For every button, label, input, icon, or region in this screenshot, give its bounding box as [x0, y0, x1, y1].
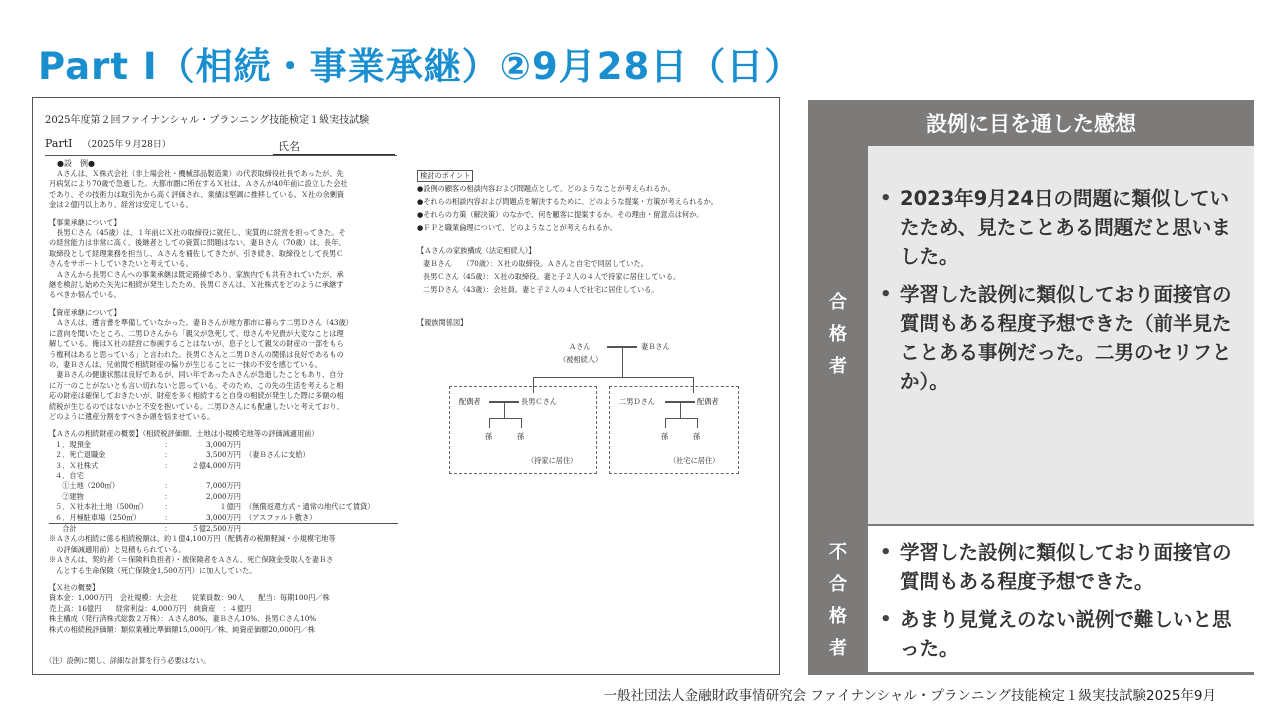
descent-line-d2 [680, 402, 681, 418]
property-note [245, 492, 398, 502]
tree-b: 妻Ｂさん [641, 342, 670, 351]
tree-home-c: （持家に居住） [527, 456, 578, 465]
business-line: の経営能力は非常に高く、後継者としての資質に問題はない。妻Ｂさん（70歳）は、長年、 [49, 238, 346, 248]
intro-paragraph [49, 169, 398, 211]
asset-line: う権利はあると思っている」と言われた。長男Ｃさんと二男Ｄさんの関係は良好であるもの [49, 349, 344, 359]
business-heading: 【事業承継について】 [49, 217, 121, 227]
business-paragraph [49, 228, 398, 301]
business-line: 継を検討し始めた矢先に相続が発生したため、長男Ｃさんは、Ｘ社株式をどのように承継す [49, 280, 344, 290]
family-line: 長男Ｃさん（45歳）：Ｘ社の取締役。妻と子２人の４人で持家に居住している。 [423, 272, 681, 281]
property-note: （妻Ｂさんに支給） [245, 450, 310, 460]
pass-label-text: 合格者 [829, 292, 847, 377]
pass-list [868, 146, 1254, 396]
intro-line: 金は２億円以上あり、経営は安定している。 [49, 200, 193, 210]
property-item: ①土地（200㎡） [55, 481, 120, 491]
property-table [49, 440, 398, 535]
property-sep: ： [164, 460, 172, 470]
property-amount: 3,000万円 [206, 439, 241, 449]
property-sep: ： [164, 512, 172, 522]
slide-title: Part Ⅰ（相続・事業承継）②9月28日（日） [38, 45, 803, 88]
property-item: ②建物 [55, 491, 84, 501]
fail-comments [868, 526, 1254, 675]
property-note-line: ※Ａさんの相続に係る相続税額は、約１億4,100万円（配偶者の税額軽減・小規模宅地等 [49, 534, 336, 544]
property-row [49, 481, 398, 491]
property-row [49, 513, 398, 524]
business-line: Ａさんから長男Ｃさんへの事業承継は既定路線であり、家族内でも共有されていたが、承 [49, 269, 344, 279]
company-heading: 【Ｘ社の概要】 [49, 583, 100, 593]
comment-item: • 学習した設例に類似しており面接官の質問もある程度予想できた（前半見たことある事例だった。二男のセリフとか）。 [878, 280, 1242, 396]
sibling-line [533, 377, 693, 378]
property-amount: 3,500万円 [206, 450, 241, 460]
comment-item: • 2023年9月24日の問題に類似していたため、見たことある問題だと思いました。 [878, 184, 1242, 271]
property-row [49, 502, 398, 512]
point-line: ●それらの相談内容および問題点を解決するために、どのような提案・方策が考えられるか。 [417, 197, 718, 206]
business-line: るべきか悩んでいる。 [49, 290, 121, 300]
property-item: ２．死亡退職金 [55, 450, 106, 460]
intro-line: であり、その技術力は取引先から高く評価され、業績は堅調に推移している。Ｘ社の余剰資 [49, 189, 345, 199]
property-note: （無償返還方式・通常の地代にて賃貸） [245, 502, 375, 512]
comment-item: • 学習した設例に類似しており面接官の質問もある程度予想できた。 [878, 538, 1242, 596]
property-sep: ： [164, 450, 172, 460]
source-citation: 一般社団法人金融財政事情研究会 ファイナンシャル・プランニング技能検定１級実技試験2025年9月 [603, 688, 1216, 704]
company-line: 株式の相続税評価額：類似業種比準価額15,000円／株、純資産価額20,000円／株 [49, 624, 315, 634]
name-field: 氏名 [273, 138, 395, 155]
property-amount: ２億4,000万円 [191, 460, 241, 470]
property-notes [49, 534, 398, 576]
comment-item: • あまり見覚えのない説例で難しいと思った。 [878, 605, 1242, 663]
property-note-line: の評価減適用前）と見積もられている。 [49, 544, 186, 554]
asset-line: の、妻Ｂさんは、兄弟間で相続財産の偏りが生じることに一抹の不安を感じている。 [49, 359, 322, 369]
fail-list [868, 526, 1254, 663]
property-amount: 7,000万円 [206, 481, 241, 491]
property-item: ６．月極駐車場（250㎡） [55, 512, 141, 522]
property-sep: ： [164, 481, 172, 491]
family-line: 二男Ｄさん（43歳）：会社員。妻と子２人の４人で社宅に居住している。 [423, 285, 659, 294]
property-row [49, 461, 398, 471]
points-column [417, 169, 772, 329]
family-line: 妻Ｂさん （70歳）：Ｘ社の取締役。Ａさんと自宅で同居していた。 [423, 259, 648, 268]
family-tree [443, 328, 743, 488]
intro-line: Ａさんは、Ｘ株式会社（非上場会社・機械部品製造業）の代表取締役社長であったが、先 [49, 169, 344, 178]
property-amount: 2,000万円 [206, 491, 241, 501]
property-note-line: んとする生命保険（死亡保険金1,500万円）に加入していた。 [49, 565, 257, 575]
asset-heading: 【資産承継について】 [49, 307, 121, 317]
property-note [245, 481, 398, 491]
company-line: 売上高：16億円 経常利益：4,000万円 純資産 ：４億円 [49, 603, 252, 613]
grandchild-line-d1 [665, 418, 666, 428]
exam-date: （2025年９月28日） [82, 140, 171, 150]
point-line: ●それらの方策（解決策）のなかで、何を顧客に提案するか。その理由・留意点は何か。 [417, 210, 704, 219]
asset-line: 妻Ｂさんの健康状態は良好であるが、同い年であったＡさんが急逝したこともあり、自分 [49, 370, 344, 380]
tree-grandchild: 孫 [517, 432, 525, 441]
property-sep [161, 471, 175, 481]
property-row [49, 492, 398, 502]
exam-title: 2025年度第２回ファイナンシャル・プランニング技能検定１級実技試験 [45, 115, 370, 126]
tree-a: Ａさん [569, 342, 591, 351]
company-line: 株主構成（発行済株式総数２万株）：Ａさん80%、妻Ｂさん10%、長男Ｃさん10% [49, 614, 317, 624]
property-note [245, 524, 398, 534]
point-line: ●設例の顧客の相談内容および問題点として、どのようなことが考えられるか。 [417, 184, 675, 193]
impressions-panel [808, 100, 1254, 675]
business-line: 取締役として経理業務を担当し、Ａさんを補佐してきたが、引き続き、取締役として長男Ｃ [49, 248, 344, 258]
grandchild-line-c1 [489, 418, 490, 428]
asset-line: 応の財産は確保しておきたいが、財産を多く相続すると自身の相続が発生した際に多額の相 [49, 391, 344, 401]
grandchild-line-d2 [697, 418, 698, 428]
fail-label-text: 不合格者 [829, 541, 847, 659]
document-footnote: （注）設例に関し、詳細な計算を行う必要はない。 [45, 656, 211, 665]
company-line: 資本金：1,000万円 会社規模：大会社 従業員数：90人 配当：毎期100円／株 [49, 593, 330, 603]
property-item: ５．Ｘ社本社土地（500㎡） [55, 502, 148, 512]
tree-d: 二男Ｄさん [619, 397, 655, 406]
intro-line: 月病気により70歳で急逝した。大都市圏に所在するＸ社は、Ａさんが40年前に設立した会社 [49, 179, 348, 189]
property-item: １．現預金 [55, 439, 91, 449]
property-note [245, 471, 398, 481]
asset-line: どのように遺産分割をすべきか頭を悩ませている。 [49, 411, 215, 421]
pass-label [808, 146, 868, 524]
pass-comments [868, 146, 1254, 524]
property-row [49, 450, 398, 460]
asset-line: に意向を聞いたところ、二男Ｄさんから「親父が急死して、母さんや兄貴が大変なことは理 [49, 328, 344, 338]
tree-spouse-d: 配偶者 [697, 397, 719, 406]
property-note [245, 461, 398, 471]
property-amount [175, 471, 245, 481]
asset-line: Ａさんは、遺言書を準備していなかった。妻Ｂさんが地方都市に暮らす二男Ｄさん（43歳） [49, 318, 353, 328]
grandchild-line-c [489, 418, 521, 419]
business-line: 長男Ｃさん（45歳）は、１年前にＸ社の取締役に就任し、実質的に経営を担ってきた。そ [49, 228, 346, 238]
business-line: さんをサポートしていきたいと考えている。 [49, 259, 193, 269]
part-label: PartⅠ [45, 137, 73, 150]
property-row [49, 471, 398, 481]
family-list [417, 257, 772, 296]
points-list [417, 182, 772, 234]
descent-line-c2 [504, 402, 505, 418]
property-amount: １億円 [219, 502, 241, 512]
property-sep: ： [164, 502, 172, 512]
asset-line: 解している。俺はＸ社の経営に参画することはないが、息子として親父の財産の一部をもら [49, 339, 344, 349]
tree-grandchild: 孫 [693, 432, 701, 441]
asset-line: に万一のことがないとも言い切れないと思っている。そのため、この先の生活を考えると相 [49, 380, 344, 390]
grandchild-line-d [665, 418, 697, 419]
property-sep: ： [164, 524, 172, 533]
tree-spouse-c: 配偶者 [459, 397, 481, 406]
property-note-line: ※Ａさんは、契約者（＝保険料負担者）・被保険者をＡさん、死亡保険金受取人を妻Ｂさ [49, 555, 334, 565]
property-heading: 【Ａさんの相続財産の概要】（相続税評価額、土地は小規模宅地等の評価減適用前） [49, 429, 319, 439]
property-sep: ： [164, 439, 172, 449]
family-heading: 【Ａさんの家族構成（法定相続人）】 [417, 246, 536, 255]
tree-home-d: （社宅に居住） [669, 456, 720, 465]
panel-header: 設例に目を通した感想 [808, 100, 1254, 145]
points-heading: 検討のポイント [417, 170, 473, 182]
tree-grandchild: 孫 [661, 432, 669, 441]
case-label: ●設 例● [57, 159, 95, 168]
property-item: ３．Ｘ社株式 [55, 460, 99, 470]
fail-label [808, 526, 868, 675]
tree-grandchild: 孫 [485, 432, 493, 441]
property-item: ４．自宅 [55, 470, 84, 480]
property-amount: 3,000万円 [206, 512, 241, 522]
case-text [49, 169, 398, 635]
company-overview [49, 593, 398, 635]
tree-a-sub: （被相続人） [559, 355, 603, 364]
property-item: 合計 [55, 524, 77, 533]
property-row [49, 440, 398, 450]
asset-line: 続税が生じるのではないかと不安を抱いている。二男Ｄさんにも配慮したいと考えており、 [49, 401, 344, 411]
property-row [49, 524, 398, 534]
exam-document [32, 97, 780, 675]
property-amount: ５億2,500万円 [191, 524, 241, 533]
descent-line [622, 347, 623, 377]
asset-paragraph [49, 318, 398, 422]
property-sep: ： [164, 491, 172, 501]
tree-c: 長男Ｃさん [521, 397, 557, 406]
grandchild-line-c2 [521, 418, 522, 428]
case-rule [45, 155, 397, 156]
property-note [245, 440, 398, 450]
tree-heading: 【親族関係図】 [417, 318, 468, 327]
exam-part [45, 137, 171, 150]
property-note: （アスファルト敷き） [245, 512, 317, 522]
point-line: ●ＦＰと職業倫理について、どのようなことが考えられるか。 [417, 223, 618, 232]
